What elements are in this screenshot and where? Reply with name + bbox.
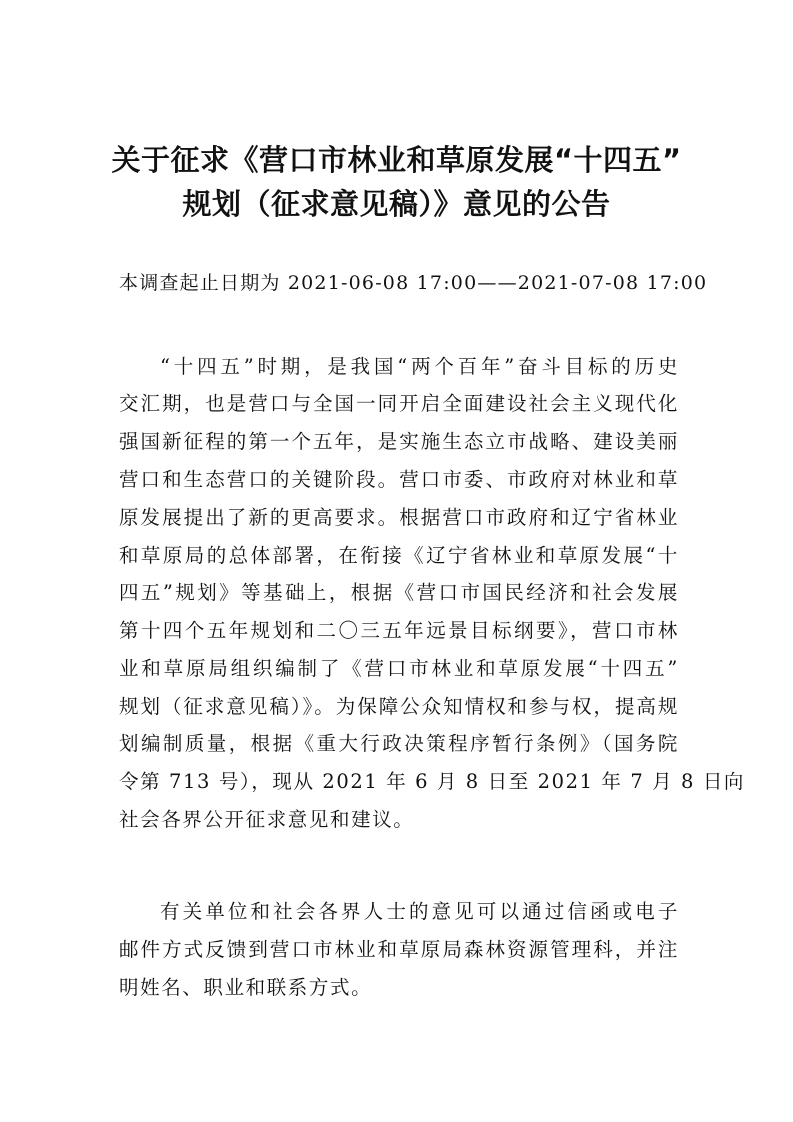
paragraph-line: 业和草原局组织编制了《营口市林业和草原发展“十四五”	[119, 657, 679, 680]
paragraph-line: 营口和生态营口的关键阶段。营口市委、市政府对林业和草	[119, 468, 679, 491]
paragraph-line: 第十四个五年规划和二〇三五年远景目标纲要》，营口市林	[119, 619, 679, 642]
document-title-line-1: 关于征求《营口市林业和草原发展“十四五”	[111, 143, 682, 177]
document-title-line-2: 规划（征求意见稿）》意见的公告	[182, 187, 611, 221]
survey-period: 本调查起止日期为 2021-06-08 17:00——2021-07-08 17:00	[119, 272, 708, 294]
paragraph-line: 划编制质量，根据《重大行政决策程序暂行条例》（国务院	[119, 732, 679, 755]
paragraph-line: 明姓名、职业和联系方式。	[119, 976, 373, 999]
paragraph-line: “十四五”时期，是我国“两个百年”奋斗目标的历史	[160, 355, 679, 378]
paragraph-line: 原发展提出了新的更高要求。根据营口市政府和辽宁省林业	[119, 506, 679, 529]
paragraph-line: 有关单位和社会各界人士的意见可以通过信函或电子	[160, 900, 679, 923]
paragraph-line: 规划（征求意见稿）》。为保障公众知情权和参与权，提高规	[119, 695, 679, 718]
paragraph-line: 和草原局的总体部署，在衔接《辽宁省林业和草原发展“十	[119, 544, 679, 567]
paragraph-line: 社会各界公开征求意见和建议。	[119, 808, 415, 831]
paragraph-line: 邮件方式反馈到营口市林业和草原局森林资源管理科，并注	[119, 938, 679, 961]
paragraph-line: 交汇期，也是营口与全国一同开启全面建设社会主义现代化	[119, 392, 679, 415]
paragraph-line: 四五”规划》等基础上，根据《营口市国民经济和社会发展	[119, 581, 679, 604]
paragraph-line: 令第 713 号），现从 2021 年 6 月 8 日至 2021 年 7 月 8 日向	[119, 770, 746, 793]
paragraph-line: 强国新征程的第一个五年，是实施生态立市战略、建设美丽	[119, 430, 679, 453]
